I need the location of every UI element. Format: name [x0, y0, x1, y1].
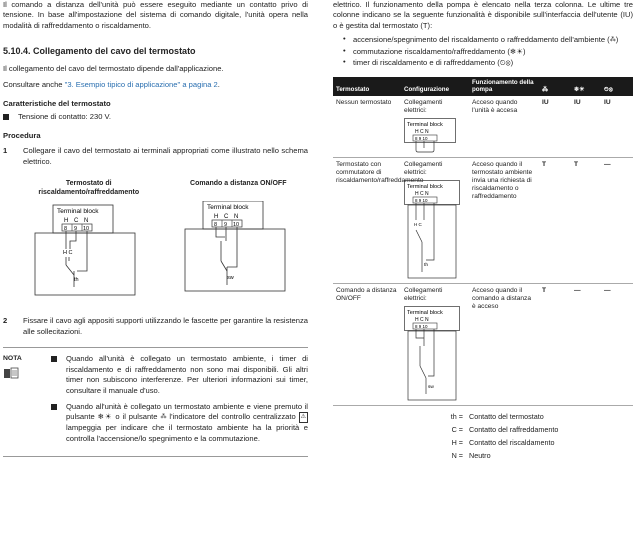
table-cell: Collegamenti elettrici: Terminal block H C N 8 9 10 sw — [401, 283, 469, 405]
column-header: Termostato — [333, 77, 401, 96]
heat-cool-icon: ❄☀ — [571, 77, 601, 96]
mini-wiring-diagram — [404, 306, 460, 402]
table-cell: Collegamenti elettrici: Terminal block H C N 8 9 10 H C th — [401, 157, 469, 283]
svg-text:H: H — [213, 214, 218, 221]
svg-text:H C N: H C N — [415, 190, 429, 197]
table-cell: Acceso quando l'unità è accesa — [469, 96, 539, 158]
paragraph: Il collegamento del cavo del termostato dipende dall'applicazione. — [3, 63, 224, 73]
svg-text:th: th — [74, 277, 79, 284]
square-bullet-icon — [51, 356, 57, 362]
note-item: Quando all'unità è collegato un termostato ambiente, i timer di riscaldamento e di raffreddamento non sono mai disponibili. Gli altri timer non subiscono interferenze. Per ulteriori informazioni sui timer, consultare il manuale d'uso. — [51, 354, 308, 396]
note-item: Quando all'unità è collegato un termostato ambiente e viene premuto il pulsante ❄☀ o il pulsante ⁂ l'indicatore del controllo centralizzato ⚠ lampeggia per indicare che il termostato ambiente ha la priorità e controlla l'accensione/lo spegnimento e la commutazione. — [51, 402, 308, 444]
svg-text:8 9 10: 8 9 10 — [415, 135, 428, 141]
on-off-icon: ⁂ — [609, 37, 616, 44]
svg-text:H C N: H C N — [415, 128, 429, 135]
list-item: • timer di riscaldamento e di raffreddamento (⏲⊗) — [343, 58, 633, 68]
svg-text:N: N — [84, 218, 89, 225]
diagram-title: Comando a distanza ON/OFF — [190, 180, 287, 188]
table-cell: IU — [539, 96, 571, 158]
table-cell: T — [539, 157, 571, 283]
characteristics-heading: Caratteristiche del termostato — [3, 98, 111, 108]
table-cell: Nessun termostato — [333, 96, 401, 158]
svg-text:Terminal block: Terminal block — [407, 183, 443, 190]
table-row — [333, 157, 633, 283]
timer-icon: ⏲⊗ — [601, 77, 633, 96]
svg-text:9: 9 — [74, 226, 78, 233]
svg-text:H C N: H C N — [415, 316, 429, 323]
step-2: 2 Fissare il cavo agli appositi supporti utilizzando le fascette per garantire la resistenza alle sollecitazioni. — [3, 316, 308, 336]
table-cell: Termostato con commutatore di riscaldamento/raffreddamento — [333, 157, 401, 283]
list-item: Tensione di contatto: 230 V. — [3, 112, 308, 122]
legend — [333, 412, 633, 461]
note-body — [51, 354, 308, 450]
section-heading: 5.10.4. Collegamento del cavo del termostato — [3, 46, 196, 57]
table-cell: IU — [601, 96, 633, 158]
table-cell: Acceso quando il comando a distanza è acceso — [469, 283, 539, 405]
diagram-title: Termostato di riscaldamento/raffreddamento — [38, 180, 140, 197]
list-item: • commutazione riscaldamento/raffreddamento (❄☀) — [343, 47, 633, 57]
svg-text:Terminal block: Terminal block — [407, 309, 443, 316]
diagram-thermostat — [19, 179, 159, 308]
central-control-icon: ⚠ — [299, 412, 308, 422]
right-column — [333, 0, 633, 464]
table-cell: — — [601, 283, 633, 405]
table-cell: — — [601, 157, 633, 283]
svg-text:N: N — [233, 214, 238, 221]
thermostat-wiring-diagram — [19, 201, 149, 299]
legend-item: C = Contatto del raffreddamento — [451, 424, 559, 434]
svg-text:8 9 10: 8 9 10 — [415, 323, 428, 329]
procedure-heading: Procedura — [3, 130, 41, 140]
svg-text:10: 10 — [232, 222, 239, 229]
table-row — [333, 96, 633, 158]
table-cell: T — [571, 157, 601, 283]
table-cell: IU — [571, 96, 601, 158]
step-1: 1 Collegare il cavo del termostato ai terminali appropriati come illustrato nello schema elettrico. — [3, 146, 308, 166]
note-box — [3, 347, 308, 457]
svg-text:H C: H C — [63, 250, 73, 257]
note-icon — [3, 367, 19, 379]
reference-paragraph: Consultare anche "3. Esempio tipico di applicazione" a pagina 2. — [3, 80, 220, 90]
svg-text:H C: H C — [414, 221, 422, 227]
table-cell: Collegamenti elettrici: Terminal block H C N 8 9 10 — [401, 96, 469, 158]
diagram-remote — [169, 179, 309, 308]
list-item: • accensione/spegnimento del riscaldamento o raffreddamento dell'ambiente (⁂) — [343, 35, 633, 45]
svg-text:8: 8 — [64, 226, 68, 233]
on-off-icon: ⁂ — [539, 77, 571, 96]
table-cell: T — [539, 283, 571, 405]
svg-text:th: th — [424, 262, 429, 268]
svg-text:Terminal block: Terminal block — [206, 204, 249, 212]
left-column — [3, 0, 308, 457]
svg-text:Terminal block: Terminal block — [57, 208, 99, 216]
intro-paragraph: elettrico. Il funzionamento della pompa è elencato nella terza colonna. Le ultime tre colonne indicano se la seguente funzionalità è disponibile sull'interfaccia dell'utente (IU) o è gestita dal termostato (T): — [333, 0, 633, 30]
square-bullet-icon — [3, 114, 9, 120]
svg-text:sw: sw — [226, 275, 234, 282]
wiring-diagrams — [3, 179, 308, 308]
table-cell: — — [571, 283, 601, 405]
table-cell: Acceso quando il termostato ambiente invia una richiesta di riscaldamento o raffreddamento — [469, 157, 539, 283]
svg-text:10: 10 — [83, 226, 90, 233]
svg-text:C: C — [74, 218, 79, 225]
svg-text:C: C — [223, 214, 228, 221]
legend-item: H = Contatto del riscaldamento — [451, 437, 555, 447]
svg-text:H: H — [64, 218, 69, 225]
mini-wiring-diagram — [404, 180, 460, 280]
note-label: NOTA — [3, 354, 51, 450]
mini-wiring-diagram — [404, 118, 456, 154]
reference-link[interactable]: "3. Esempio tipico di applicazione" a pagina 2 — [64, 80, 218, 90]
svg-text:9: 9 — [223, 222, 227, 229]
square-bullet-icon — [51, 404, 57, 410]
svg-text:8: 8 — [213, 222, 217, 229]
svg-text:sw: sw — [428, 384, 434, 390]
table-header-row — [333, 77, 633, 96]
feature-list — [333, 35, 633, 68]
column-header: Funzionamento della pompa — [469, 77, 539, 96]
table-row — [333, 283, 633, 405]
remote-wiring-diagram — [169, 201, 299, 308]
table-cell: Comando a distanza ON/OFF — [333, 283, 401, 405]
thermostat-table — [333, 77, 633, 406]
column-header: Configurazione — [401, 77, 469, 96]
legend-item: th = Contatto del termostato — [450, 411, 544, 421]
on-off-icon: ⁂ — [160, 414, 167, 421]
intro-paragraph: Il comando a distanza dell'unità può essere eseguito mediante un contatto privo di tensione. In base all'impostazione del sistema di comando digitale, l'unità opera nella modalità di raffreddamento o riscaldamento. — [3, 0, 308, 30]
svg-text:8 9 10: 8 9 10 — [415, 197, 428, 203]
legend-item: N = Neutro — [451, 450, 491, 460]
svg-text:Terminal block: Terminal block — [407, 121, 443, 128]
